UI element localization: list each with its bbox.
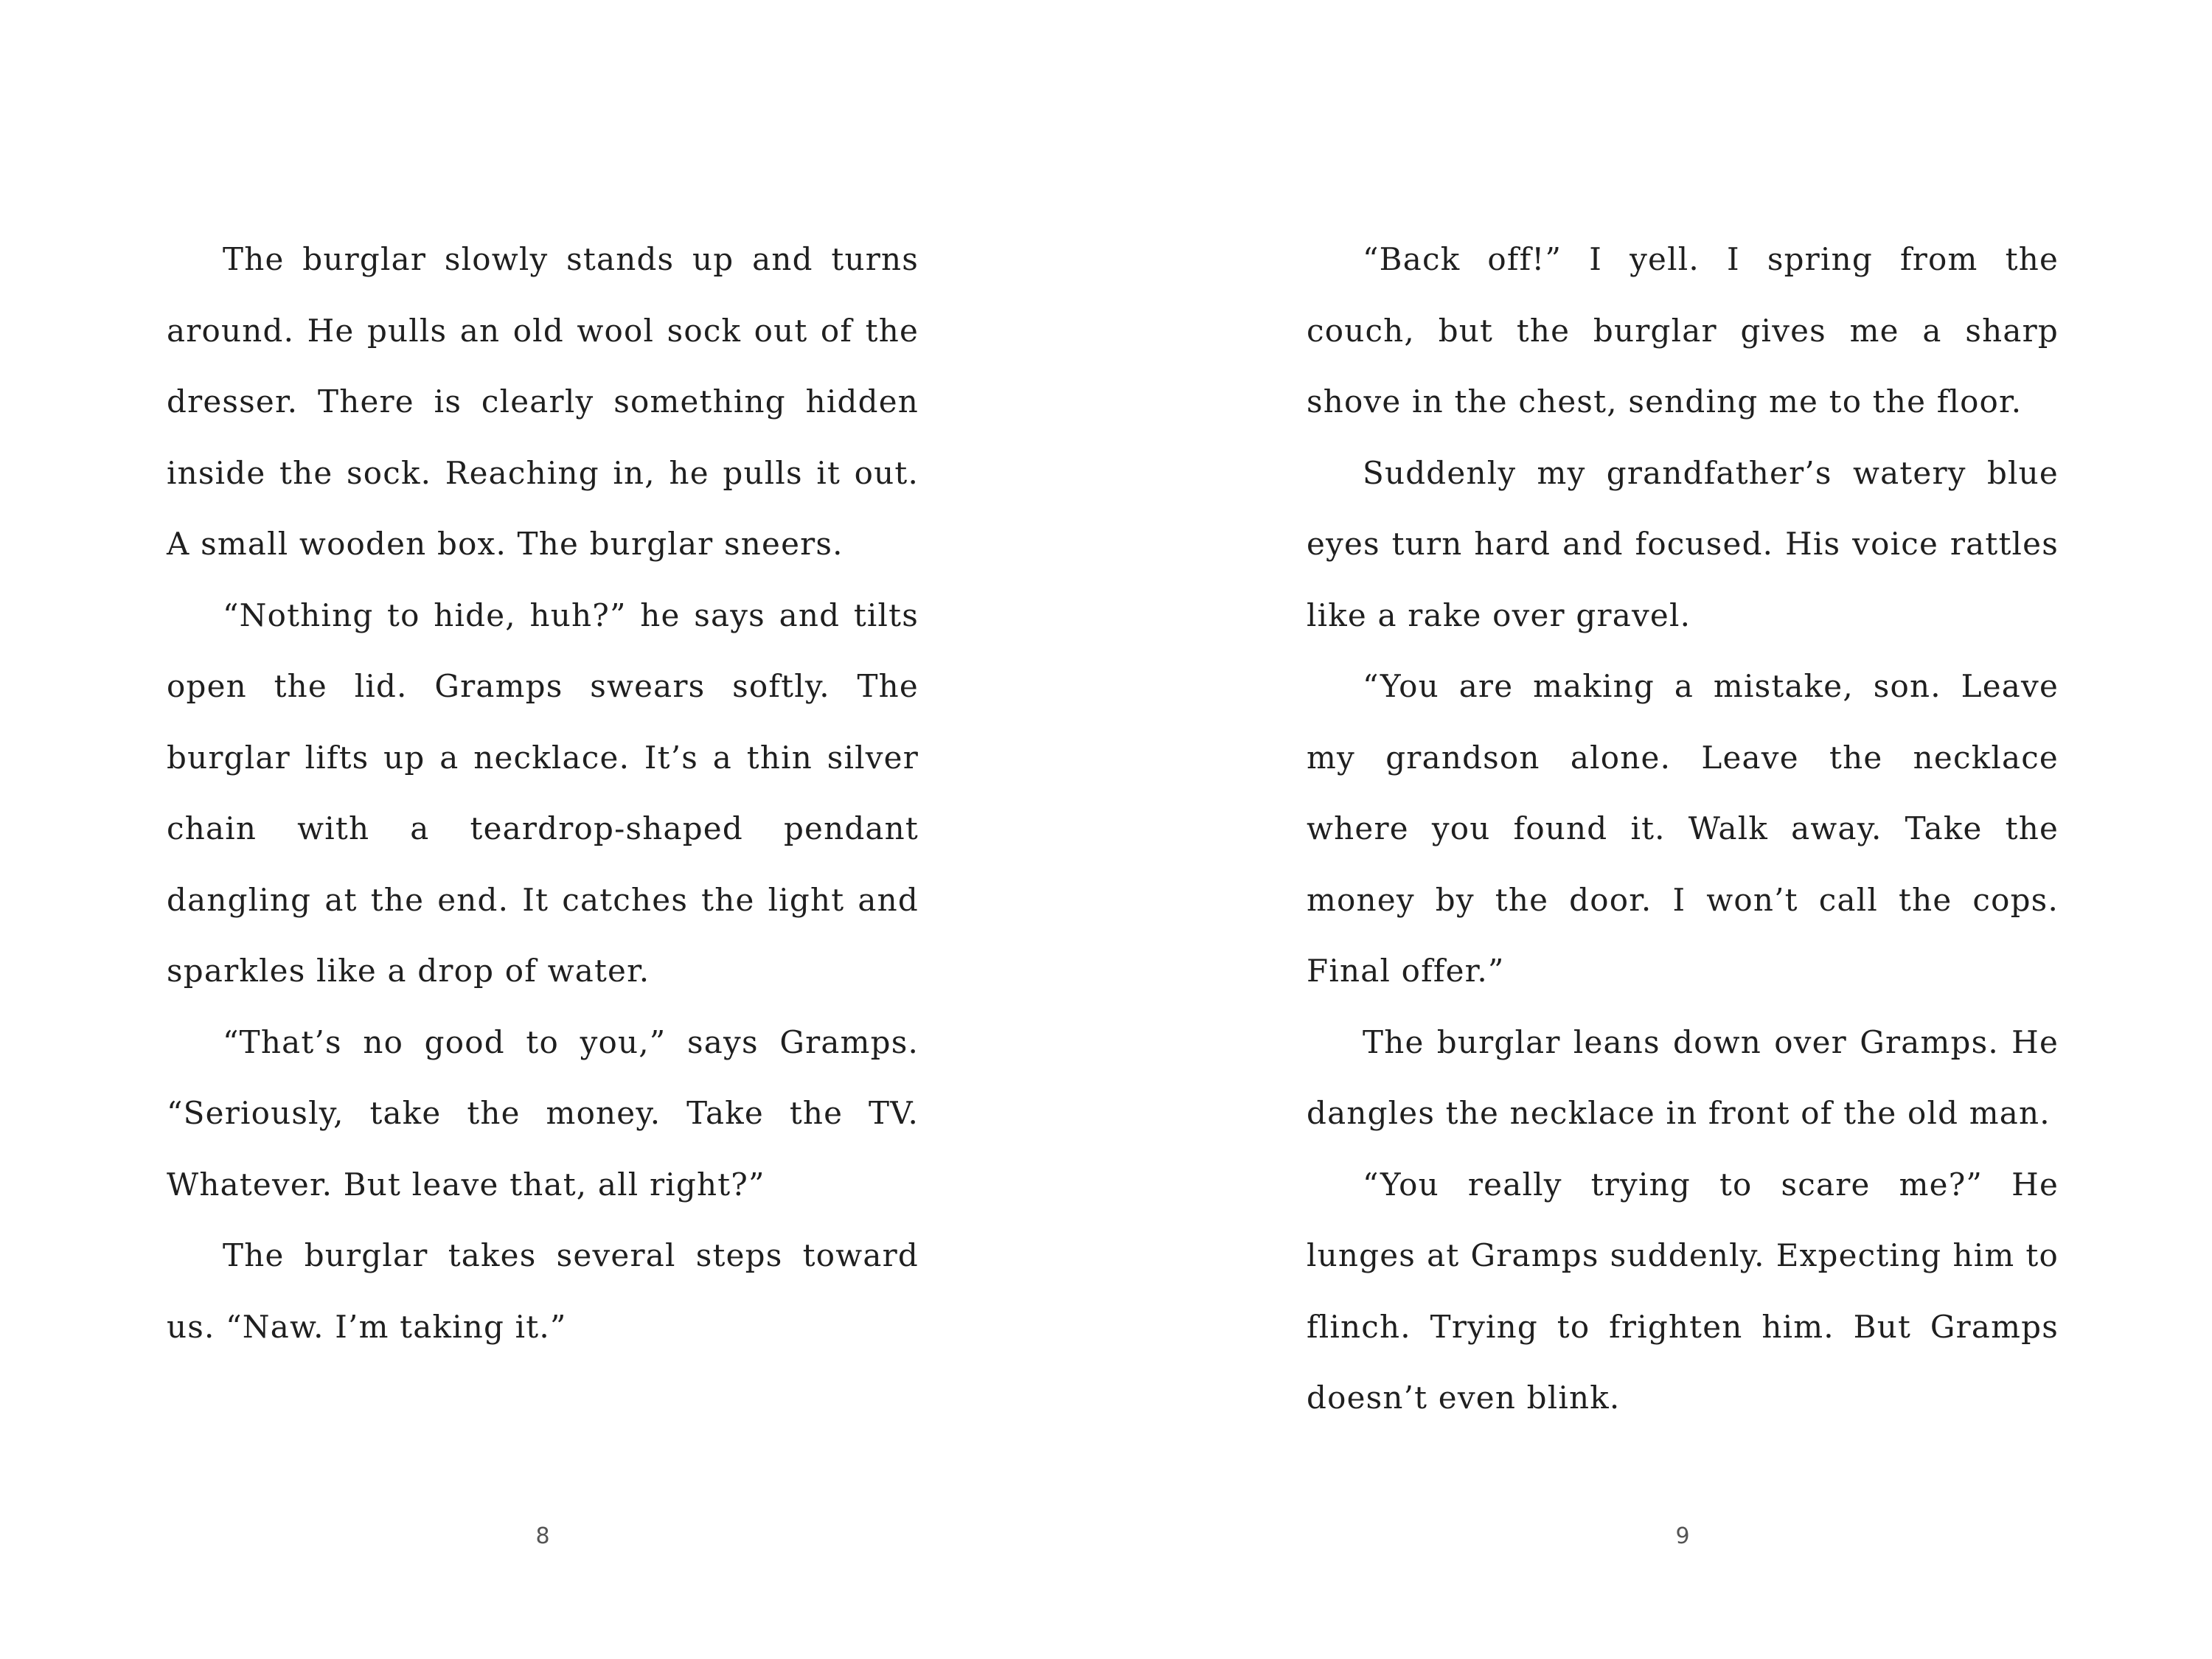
paragraph: “You really trying to scare me?” He lunges at Gramps suddenly. Expecting him to flinch. Trying to frighten him. But Gramps doesn’t even blink.	[1307, 1166, 2059, 1416]
paragraph: Suddenly my grandfather’s watery blue eyes turn hard and focused. His voice rattles like a rake over gravel.	[1307, 454, 2059, 633]
page-number-right: 9	[1675, 1523, 1690, 1549]
paragraph: “Back off!” I yell. I spring from the couch, but the burglar gives me a sharp shove in the chest, sending me to the floor.	[1307, 241, 2059, 420]
right-page	[1106, 0, 2212, 1659]
paragraph: The burglar slowly stands up and turns around. He pulls an old wool sock out of the dresser. There is clearly something hidden inside the sock. Reaching in, he pulls it out. A small wooden box. The burglar sneers.	[167, 241, 919, 562]
paragraph: “That’s no good to you,” says Gramps. “Seriously, take the money. Take the TV. Whatever. But leave that, all right?”	[167, 1023, 919, 1203]
left-page-text	[167, 224, 919, 1363]
paragraph: “You are making a mistake, son. Leave my grandson alone. Leave the necklace where you found it. Walk away. Take the money by the door. I won’t call the cops. Final offer.”	[1307, 668, 2059, 989]
paragraph: The burglar takes several steps toward us. “Naw. I’m taking it.”	[167, 1237, 919, 1345]
page-number-left: 8	[535, 1523, 550, 1549]
paragraph: The burglar leans down over Gramps. He dangles the necklace in front of the old man.	[1307, 1023, 2059, 1131]
paragraph: “Nothing to hide, huh?” he says and tilts open the lid. Gramps swears softly. The burglar lifts up a necklace. It’s a thin silver chain with a teardrop-shaped pendant dangling at the end. It catches the light and sparkles like a drop of water.	[167, 597, 919, 989]
right-page-text	[1307, 224, 2059, 1434]
